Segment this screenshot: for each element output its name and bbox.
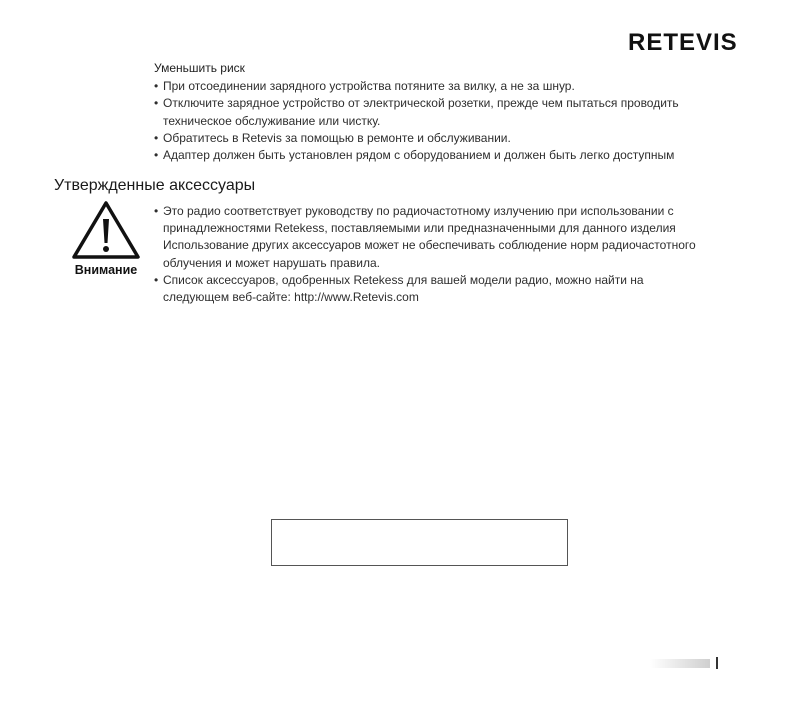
- logo-text: RETEVIS: [628, 29, 738, 54]
- acc-line-4: облучения и может нарушать правила.: [163, 255, 380, 270]
- list-item: • Обратитесь в Retevis за помощью в ремонте и обслуживании.: [154, 130, 754, 147]
- risk-item-3: Обратитесь в Retevis за помощью в ремонте и обслуживании.: [163, 130, 511, 145]
- list-item: • Список аксессуаров, одобренных Retekess для вашей модели радио, можно найти на: [154, 272, 754, 289]
- list-item: • Отключите зарядное устройство от электрической розетки, прежде чем пытаться проводить: [154, 95, 754, 112]
- list-item: • Это радио соответствует руководству по радиочастотному излучению при использовании с: [154, 203, 754, 220]
- acc-line-2: принадлежностями Retekess, поставляемыми или предназначенными для данного изделия: [163, 221, 676, 236]
- list-item-continuation: [154, 255, 754, 272]
- reduce-risk-title: Уменьшить риск: [154, 61, 245, 75]
- list-item-continuation: [154, 220, 754, 237]
- footer-divider: [716, 657, 718, 669]
- list-item: • При отсоединении зарядного устройства потяните за вилку, а не за шнур.: [154, 78, 754, 95]
- warning-block: [70, 199, 142, 283]
- footer-gradient-bar: [650, 659, 710, 668]
- risk-item-2: Отключите зарядное устройство от электрической розетки, прежде чем пытаться проводить: [163, 96, 679, 111]
- accessories-list: [154, 203, 754, 306]
- list-item-continuation: [154, 237, 754, 254]
- warning-triangle-icon: [70, 199, 142, 261]
- reduce-risk-list: [154, 78, 754, 164]
- acc-line-5: Список аксессуаров, одобренных Retekess для вашей модели радио, можно найти на: [163, 272, 644, 287]
- empty-box: [271, 519, 568, 566]
- list-item-continuation: [154, 113, 754, 130]
- acc-line-6: следующем веб-сайте: http://www.Retevis.com: [163, 290, 419, 305]
- list-item: • Адаптер должен быть установлен рядом с оборудованием и должен быть легко доступным: [154, 147, 754, 164]
- warning-label: Внимание: [74, 263, 138, 277]
- accessories-heading: Утвержденные аксессуары: [54, 177, 256, 194]
- retevis-logo: [628, 28, 740, 54]
- acc-line-3: Использование других аксессуаров может не обеспечивать соблюдение норм радиочастотного: [163, 238, 696, 253]
- list-item-continuation: [154, 289, 754, 306]
- risk-item-2-cont: техническое обслуживание или чистку.: [163, 113, 381, 128]
- risk-item-4: Адаптер должен быть установлен рядом с оборудованием и должен быть легко доступным: [163, 148, 675, 163]
- acc-line-1: Это радио соответствует руководству по радиочастотному излучению при использовании с: [163, 204, 674, 218]
- risk-item-1: При отсоединении зарядного устройства потяните за вилку, а не за шнур.: [163, 79, 575, 93]
